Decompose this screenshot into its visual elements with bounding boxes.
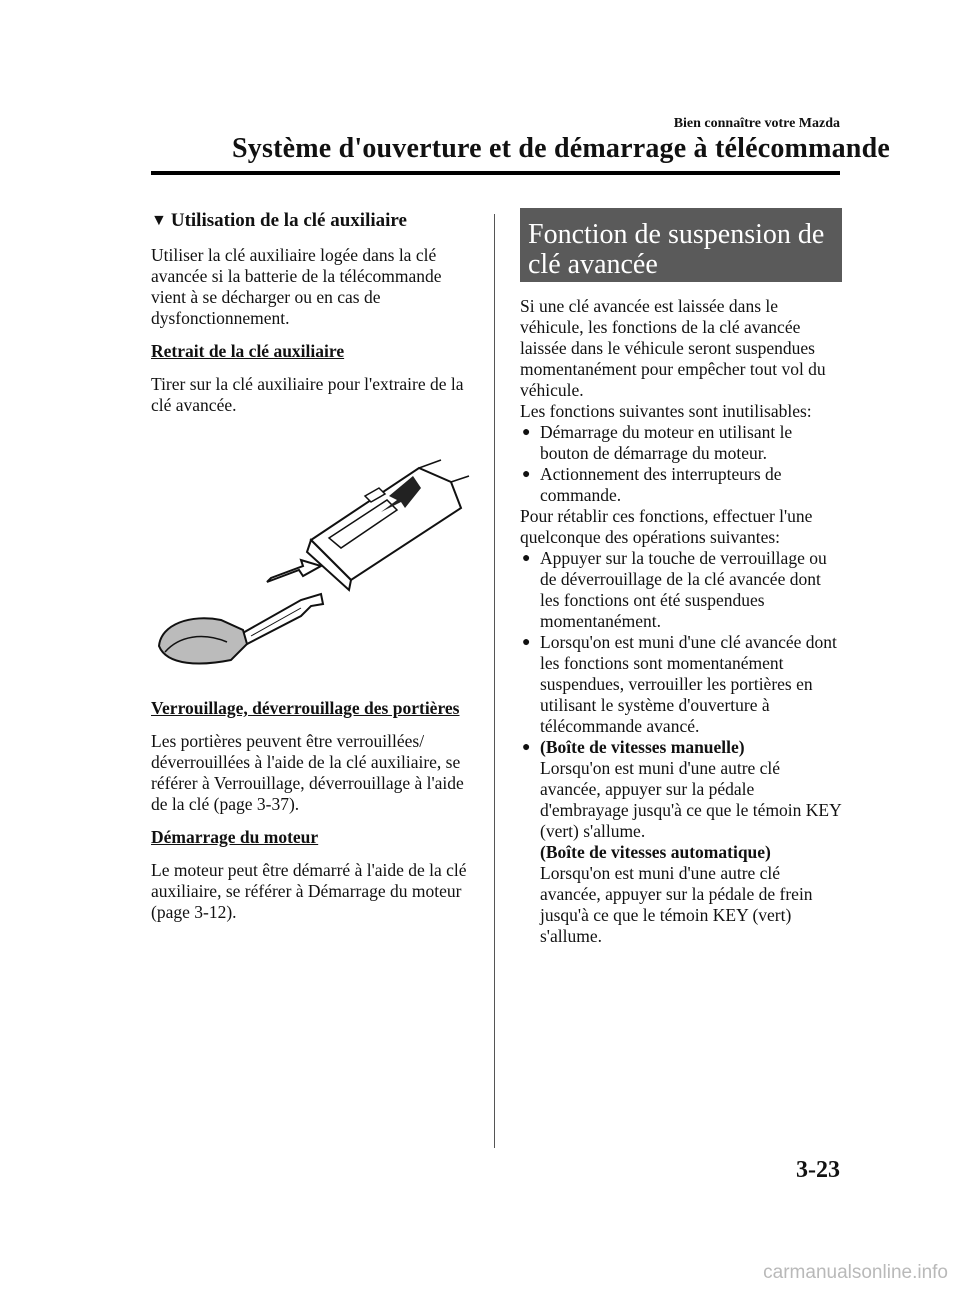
section-heading-text: Utilisation de la clé auxiliaire bbox=[170, 210, 407, 231]
disabled-functions-list bbox=[520, 422, 842, 506]
bullet-dot-icon: ● bbox=[522, 467, 531, 482]
intro-paragraph: Utiliser la clé auxiliaire logée dans la clé avancée si la batterie de la télécommande vient à se décharger ou en cas de dysfonctionnement. bbox=[151, 245, 442, 328]
subheading-start-engine: Démarrage du moteur bbox=[151, 827, 319, 847]
manual-transmission-label: (Boîte de vitesses manuelle) bbox=[540, 737, 745, 757]
suspension-intro: Si une clé avancée est laissée dans le véhicule, les fonctions de la clé avancée laissée dans le véhicule seront suspendues momentanément pour empêcher tout vol du véhicule. bbox=[520, 296, 826, 400]
list2-intro: Pour rétablir ces fonctions, effectuer l'une quelconque des opérations suivantes: bbox=[520, 506, 813, 547]
left-column bbox=[151, 210, 473, 935]
list-item bbox=[520, 737, 842, 947]
header-rule bbox=[151, 171, 840, 175]
watermark: carmanualsonline.info bbox=[763, 1262, 948, 1283]
automatic-transmission-label: (Boîte de vitesses automatique) bbox=[540, 842, 771, 862]
page-title: Système d'ouverture et de démarrage à télécommande bbox=[232, 133, 890, 164]
list-item-text: Actionnement des interrupteurs de commande. bbox=[540, 464, 782, 505]
right-column bbox=[520, 208, 842, 947]
list-item-text: Démarrage du moteur en utilisant le bouton de démarrage du moteur. bbox=[540, 422, 793, 463]
list-item bbox=[520, 548, 842, 632]
list-item bbox=[520, 422, 842, 464]
list-item bbox=[520, 632, 842, 737]
list-item-text: Appuyer sur la touche de verrouillage ou de déverrouillage de la clé avancée dont les fonctions ont été suspendues momentanément. bbox=[540, 548, 827, 631]
chapter-label: Bien connaître votre Mazda bbox=[673, 116, 840, 131]
list1-intro: Les fonctions suivantes sont inutilisables: bbox=[520, 401, 812, 421]
subheading-remove-key: Retrait de la clé auxiliaire bbox=[151, 341, 345, 361]
start-engine-text: Le moteur peut être démarré à l'aide de la clé auxiliaire, se référer à Démarrage du moteur (page 3-12). bbox=[151, 860, 467, 922]
manual-transmission-text: Lorsqu'on est muni d'une autre clé avancée, appuyer sur la pédale d'embrayage jusqu'à ce que le témoin KEY (vert) s'allume. bbox=[540, 758, 842, 841]
section-banner: Fonction de suspension de clé avancée bbox=[520, 208, 842, 282]
bullet-dot-icon: ● bbox=[522, 551, 531, 566]
automatic-transmission-text: Lorsqu'on est muni d'une autre clé avancée, appuyer sur la pédale de frein jusqu'à ce que le témoin KEY (vert) s'allume. bbox=[540, 863, 813, 946]
triangle-down-icon: ▼ bbox=[151, 212, 167, 229]
subheading-lock-unlock: Verrouillage, déverrouillage des portières bbox=[151, 698, 460, 718]
list-item bbox=[520, 464, 842, 506]
column-divider bbox=[494, 214, 495, 1148]
page-number: 3-23 bbox=[796, 1157, 840, 1183]
bullet-dot-icon: ● bbox=[522, 740, 531, 755]
bullet-dot-icon: ● bbox=[522, 425, 531, 440]
bullet-dot-icon: ● bbox=[522, 635, 531, 650]
list-item-text: Lorsqu'on est muni d'une clé avancée dont les fonctions sont momentanément suspendues, verrouiller les portières en utilisant le système d'ouverture à télécommande avancé. bbox=[540, 632, 837, 736]
lock-unlock-text: Les portières peuvent être verrouillées/ déverrouillées à l'aide de la clé auxiliaire, se référer à Verrouillage, déverrouillage à l'aide de la clé (page 3-37). bbox=[151, 731, 464, 814]
section-heading bbox=[151, 210, 473, 231]
auxiliary-key-illustration bbox=[151, 430, 473, 680]
restore-functions-list bbox=[520, 548, 842, 947]
remove-key-text: Tirer sur la clé auxiliaire pour l'extraire de la clé avancée. bbox=[151, 374, 464, 415]
